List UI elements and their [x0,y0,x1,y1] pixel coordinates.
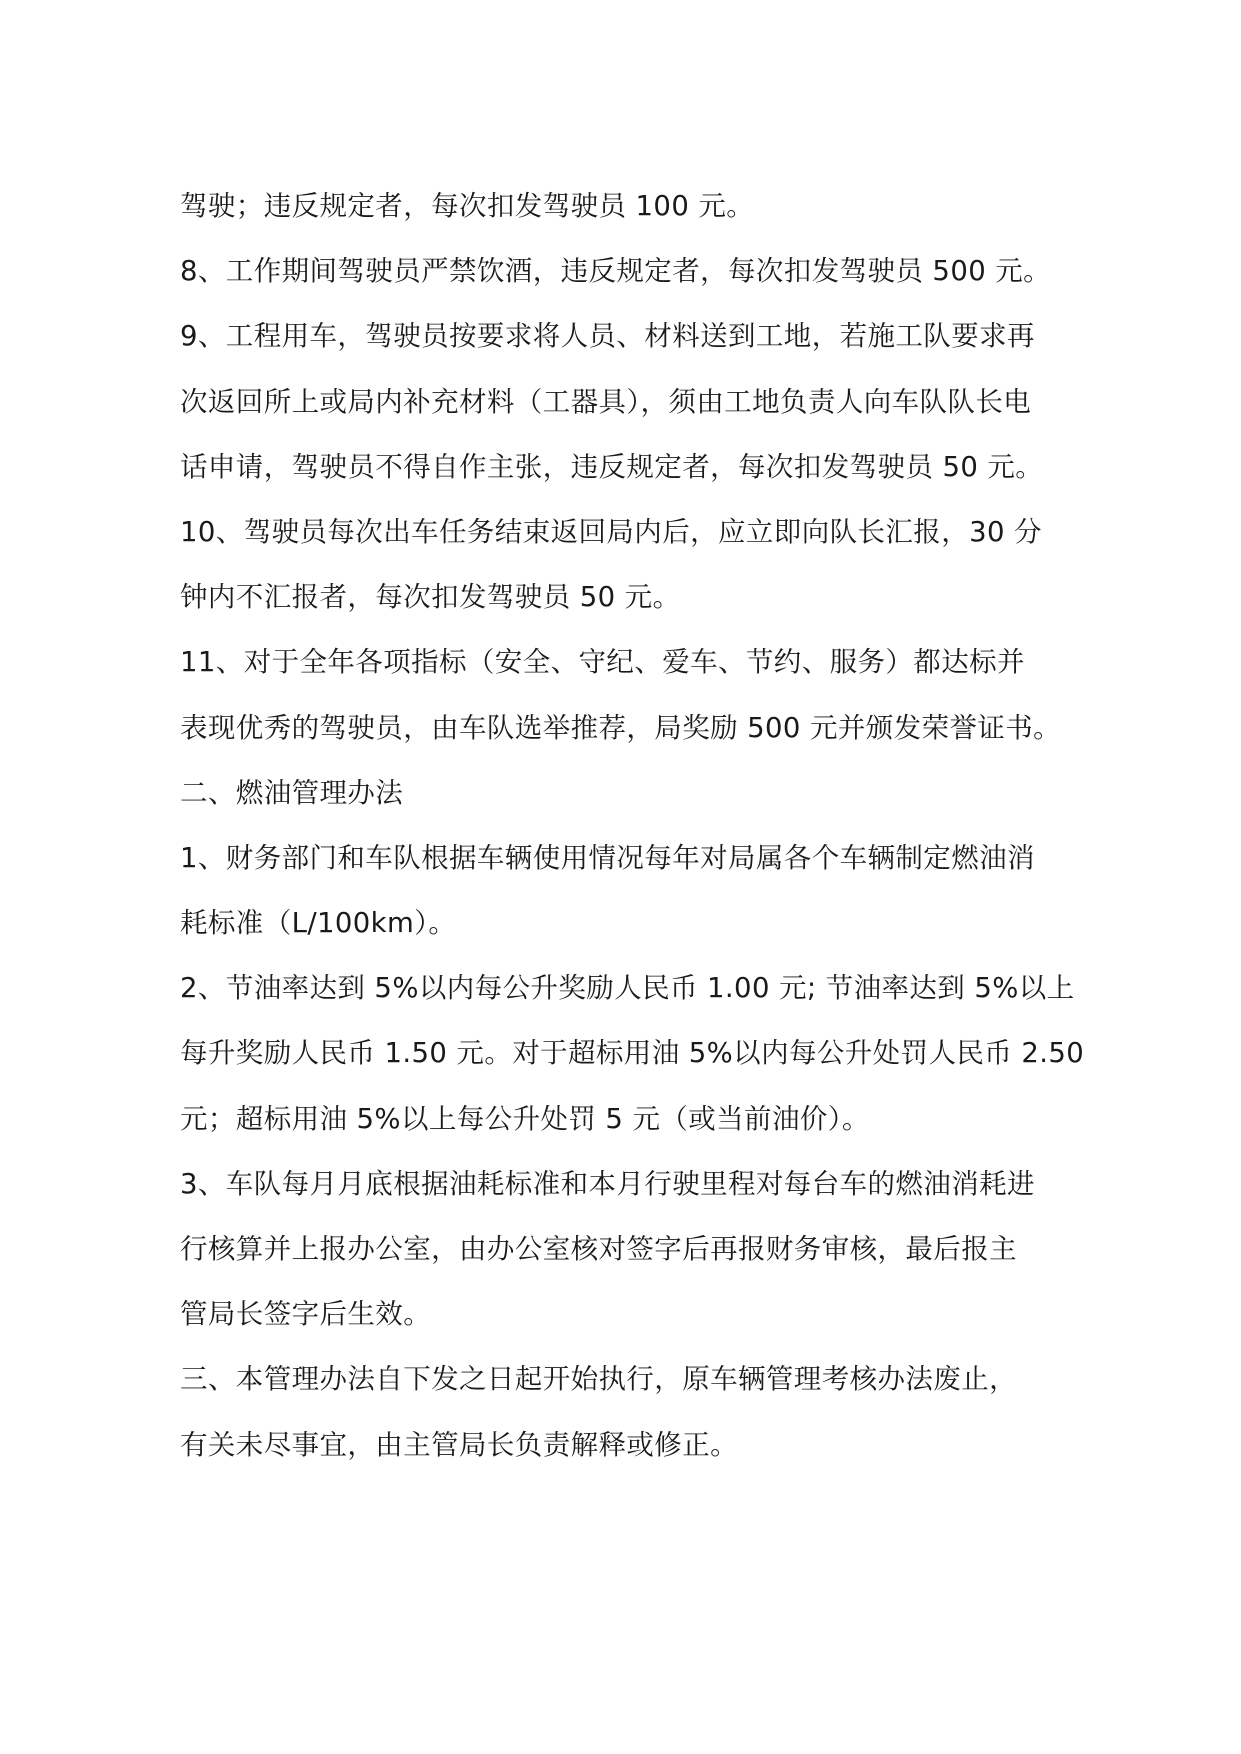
document-body [180,186,1085,1490]
section-heading-fuel: 二、燃油管理办法 [180,776,404,809]
text-line: 10、驾驶员每次出车任务结束返回局内后，应立即向队长汇报，30 分 [180,515,1042,548]
text-line: 耗标准（L/100km）。 [180,907,457,940]
text-line: 2、节油率达到 5%以内每公升奖励人民币 1.00 元; 节油率达到 5%以上 [180,972,1075,1005]
text-line: 每升奖励人民币 1.50 元。对于超标用油 5%以内每公升处罚人民币 2.50 [180,1037,1085,1070]
text-line: 8、工作期间驾驶员严禁饮酒，违反规定者，每次扣发驾驶员 500 元。 [180,255,1052,288]
text-line: 次返回所上或局内补充材料（工器具），须由工地负责人向车队队长电 [180,385,1032,418]
text-line: 驾驶；违反规定者，每次扣发驾驶员 100 元。 [180,190,755,222]
text-line: 行核算并上报办公室，由办公室核对签字后再报财务审核，最后报主 [180,1233,1017,1265]
text-line: 9、工程用车，驾驶员按要求将人员、材料送到工地，若施工队要求再 [180,320,1035,353]
text-line: 11、对于全年各项指标（安全、守纪、爱车、节约、服务）都达标并 [180,646,1025,679]
text-line: 3、车队每月月底根据油耗标准和本月行驶里程对每台车的燃油消耗进 [180,1167,1035,1200]
section-heading-effective: 三、本管理办法自下发之日起开始执行，原车辆管理考核办法废止， [180,1363,1017,1396]
text-line: 有关未尽事宜，由主管局长负责解释或修正。 [180,1428,738,1461]
text-line: 话申请，驾驶员不得自作主张，违反规定者，每次扣发驾驶员 50 元。 [180,450,1044,483]
text-line: 元；超标用油 5%以上每公升处罚 5 元（或当前油价）。 [180,1102,870,1135]
text-line: 钟内不汇报者，每次扣发驾驶员 50 元。 [180,581,681,614]
text-line: 管局长签字后生效。 [180,1298,432,1331]
text-line: 1、财务部门和车队根据车辆使用情况每年对局属各个车辆制定燃油消 [180,841,1035,874]
text-line: 表现优秀的驾驶员，由车队选举推荐，局奖励 500 元并颁发荣誉证书。 [180,711,1062,744]
